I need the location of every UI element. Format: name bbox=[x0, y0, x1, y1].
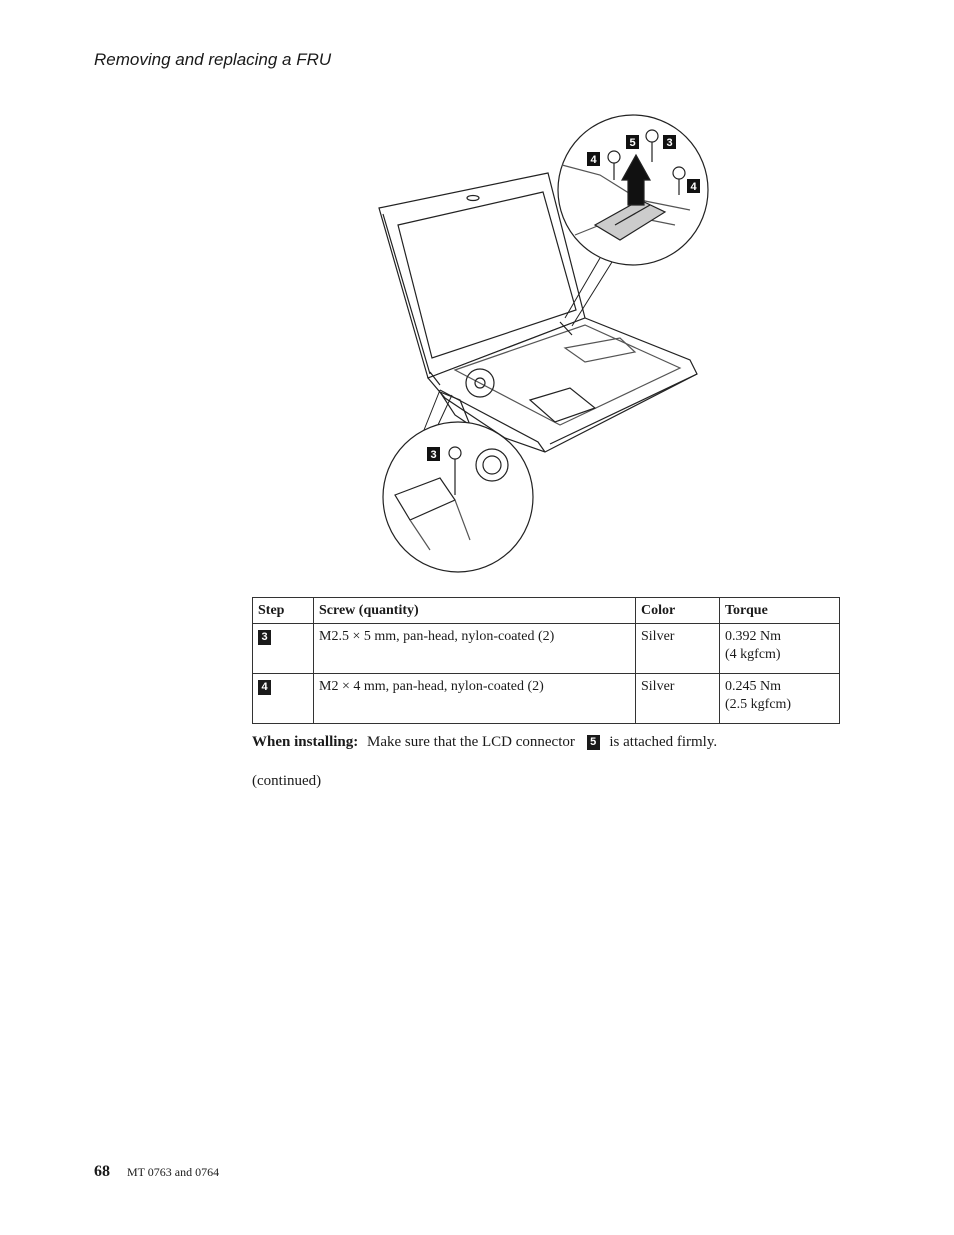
callout-3: 3 bbox=[430, 449, 437, 461]
color-cell: Silver bbox=[636, 624, 720, 674]
column-header: Color bbox=[636, 598, 720, 624]
installation-note bbox=[252, 734, 717, 751]
callout-3: 3 bbox=[666, 137, 673, 149]
torque-cell: 0.392 Nm (4 kgfcm) bbox=[720, 624, 840, 674]
step-badge: 3 bbox=[258, 630, 271, 645]
note-text: Make sure that the LCD connector bbox=[367, 734, 575, 750]
page-header: Removing and replacing a FRU bbox=[94, 50, 332, 69]
page-footer bbox=[94, 1163, 219, 1181]
color-cell: Silver bbox=[636, 674, 720, 724]
callout-4: 4 bbox=[590, 154, 597, 166]
table-row bbox=[253, 624, 840, 674]
column-header: Screw (quantity) bbox=[314, 598, 636, 624]
screw-table bbox=[252, 597, 840, 724]
callout-5: 5 bbox=[629, 137, 636, 149]
table-header-row bbox=[253, 598, 840, 624]
callout-4: 4 bbox=[690, 181, 697, 193]
table-row bbox=[253, 674, 840, 724]
torque-cell: 0.245 Nm (2.5 kgfcm) bbox=[720, 674, 840, 724]
note-text-end: is attached firmly. bbox=[609, 734, 718, 750]
page-number: 68 bbox=[94, 1163, 110, 1180]
column-header: Step bbox=[253, 598, 314, 624]
footer-text: MT 0763 and 0764 bbox=[127, 1165, 220, 1179]
screw-cell: M2.5 × 5 mm, pan-head, nylon-coated (2) bbox=[314, 624, 636, 674]
screw-cell: M2 × 4 mm, pan-head, nylon-coated (2) bbox=[314, 674, 636, 724]
connector-badge: 5 bbox=[587, 735, 600, 750]
laptop-lcd-removal-illustration bbox=[370, 112, 710, 578]
continued-label: (continued) bbox=[252, 773, 322, 789]
note-label: When installing: bbox=[252, 734, 359, 750]
step-badge: 4 bbox=[258, 680, 271, 695]
column-header: Torque bbox=[720, 598, 840, 624]
